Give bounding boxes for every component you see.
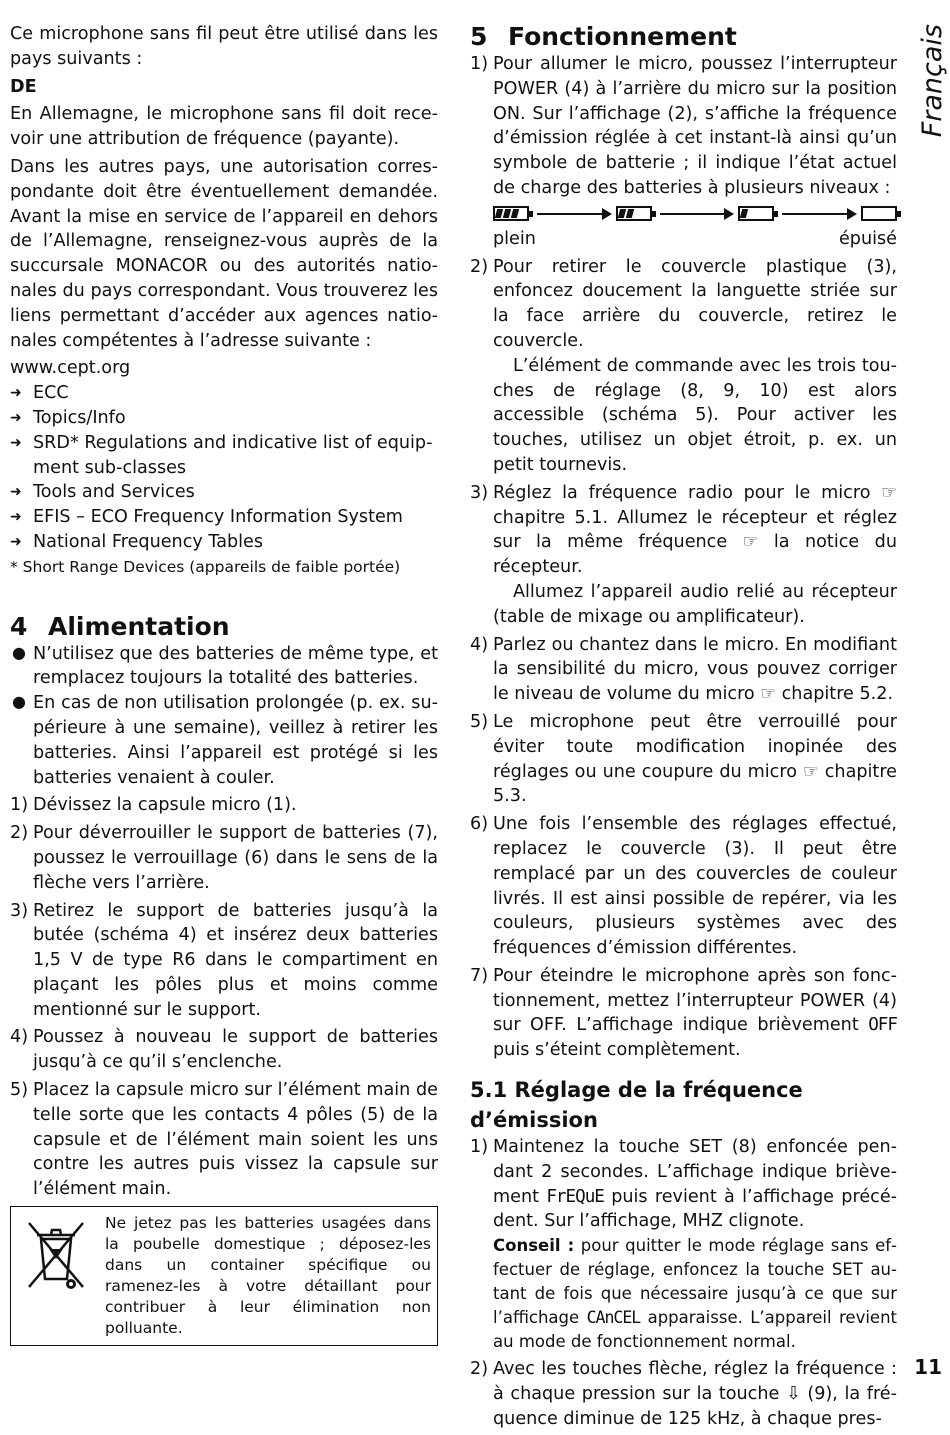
step-continuation: Allumez l’appareil audio relié au récepteur (table de mixage ou amplificateur). <box>493 581 897 627</box>
arrow-right-icon: ➜ <box>10 434 22 451</box>
step-item: 2) Pour déverrouiller le support de batteries (7), poussez le verrouillage (6) dans le sens de la flèche vers l’arrière. <box>10 823 438 893</box>
link-item: ➜ Topics/Info <box>10 406 438 431</box>
step-item: 5) Le microphone peut être verrouillé pour éviter toute modification inopinée des réglages ou une coupure du micro ☞ chapitre 5.3. <box>470 711 897 807</box>
tip-paragraph: Conseil : pour quitter le mode réglage sans effectuer de réglage, enfoncez la touche SET autant de fois que nécessaire jusqu’à ce que sur l’affichage CAnCEL apparaisse. L’appareil revient au mode de fonctionnement normal. <box>493 1236 897 1352</box>
arrow-right-icon <box>537 213 610 215</box>
step-item: 1) Pour allumer le micro, poussez l’interrupteur POWER (4) à l’arrière du micro sur la position ON. Sur l’affichage (2), s’affiche la fréquence d’émission réglée à cet instant-là ainsi qu’un symbole de batterie ; il indique l’état actuel de charge des batteries à plusieurs niveaux : <box>470 54 897 198</box>
step-item: 1) Maintenez la touche SET (8) enfoncée pendant 2 secondes. L’affichage indique brièvement FrEQuE puis revient à l’affichage précédent. Sur l’affichage, MHZ clignote. <box>470 1137 897 1232</box>
germany-text: En Allemagne, le microphone sans fil doit recevoir une attribution de fréquence (payante). <box>10 104 438 150</box>
language-side-label: Français <box>917 24 948 138</box>
other-countries-text: Dans les autres pays, une autorisation correspondante doit être éventuellement demandée. Avant la mise en service de l’appareil en dehors de l’Allemagne, renseignez-vous auprès de la succursale MONACOR ou des autorités nationales du pays correspondant. Vous trouverez les liens permettant d’accéder aux agences nationales compétentes à l’adresse suivante : <box>10 156 438 351</box>
step-item: 7) Pour éteindre le microphone après son fonctionnement, mettez l’interrupteur POWER (4) sur OFF. L’affichage indique brièvement OFF puis s’éteint complètement. <box>470 965 897 1061</box>
step-item: 6) Une fois l’ensemble des réglages effectué, replacez le couvercle (3). Il peut être remplacé par un des couvercles de couleur livrés. Il est ainsi possible de repérer, via les couleurs, plusieurs systèmes avec des fréquences d’émission différentes. <box>470 814 897 959</box>
link-item: ➜ Tools and Services <box>10 480 438 505</box>
battery-one-third-icon <box>738 206 774 221</box>
bullet-item: ● N’utilisez que des batteries de même type, et remplacez toujours la totalité des batteries. <box>12 642 438 689</box>
disposal-text: Ne jetez pas les batteries usagées dans la poubelle domestique ; déposez-les dans un container spécifique ou ramenez-les à votre détaillant pour contribuer à leur élimination non polluante. <box>105 1214 431 1338</box>
section-5-heading: 5 Fonctionnement <box>470 22 737 51</box>
lcd-off-text: OFF <box>868 1015 897 1036</box>
battery-disposal-notice <box>10 1206 438 1346</box>
link-item: ➜ ECC <box>10 381 438 406</box>
country-code: DE <box>10 76 37 97</box>
bullet-icon: ● <box>12 692 26 712</box>
arrow-right-icon: ➜ <box>10 484 22 501</box>
section-5-1-heading: 5.1 Réglage de la fréquence d’émission <box>470 1078 803 1133</box>
section-4-heading: 4 Alimentation <box>10 611 230 641</box>
step-item: 5) Placez la capsule micro sur l’élément main de telle sorte que les contacts 4 pôles (5) de la capsule et de l’élément main soient les uns contre les autres puis vissez la capsule sur l’élément main. <box>10 1080 438 1200</box>
step-item: 4) Poussez à nouveau le support de batteries jusqu’à ce qu’il s’enclenche. <box>10 1027 438 1073</box>
page-number: 11 <box>914 1355 942 1379</box>
arrow-right-icon <box>782 213 855 215</box>
right-column <box>470 22 897 1435</box>
link-item: ➜ National Frequency Tables <box>10 530 438 555</box>
left-column <box>10 22 438 1346</box>
crossed-bin-icon <box>21 1213 91 1293</box>
arrow-right-icon: ➜ <box>10 533 22 550</box>
battery-levels <box>470 201 897 227</box>
battery-full-label: plein <box>493 228 536 249</box>
arrow-right-icon: ➜ <box>10 385 22 402</box>
bullet-item: ● En cas de non utilisation prolongée (p. ex. supérieure à une semaine), veillez à retirer les batteries. Ainsi l’appareil est protégé si les batteries venaient à couler. <box>12 692 438 788</box>
arrow-right-icon <box>660 213 733 215</box>
step-item: 2) Pour retirer le couvercle plastique (3), enfoncez doucement la languette striée sur la face arrière du couvercle, retirez le couvercle. <box>470 256 897 351</box>
step-item: 2) Avec les touches flèche, réglez la fréquence : à chaque pression sur la touche ⇩ (9), la fréquence diminue de 125 kHz, à chaque pres- <box>470 1359 897 1429</box>
lcd-cancel-text: CAnCEL <box>586 1308 641 1328</box>
battery-empty-icon <box>861 206 897 221</box>
arrow-right-icon: ➜ <box>10 509 22 526</box>
battery-empty-label: épuisé <box>838 228 897 249</box>
step-item: 4) Parlez ou chantez dans le micro. En modifiant la sensibilité du micro, vous pouvez corriger le niveau de volume du micro ☞ chapitre 5.2. <box>470 634 897 705</box>
link-item: ➜ EFIS – ECO Frequency Information System <box>10 505 438 530</box>
link-item: ➜ SRD* Regulations and indicative list of equipment sub-classes <box>10 432 433 478</box>
step-continuation: L’élément de commande avec les trois touches de réglage (8, 9, 10) est alors accessible (schéma 5). Pour activer les touches, utilisez un objet étroit, p. ex. un petit tournevis. <box>493 355 897 475</box>
battery-labels <box>470 227 897 252</box>
step-item: 1) Dévissez la capsule micro (1). <box>10 795 297 816</box>
battery-full-icon <box>493 206 529 221</box>
footnote: * Short Range Devices (appareils de faible portée) <box>10 557 401 576</box>
intro-text: Ce microphone sans fil peut être utilisé dans les pays suivants : <box>10 24 438 69</box>
bullet-icon: ● <box>12 642 26 662</box>
step-item: 3) Réglez la fréquence radio pour le micro ☞ chapitre 5.1. Allumez le récepteur et réglez sur la même fréquence ☞ la notice du récepteur. <box>470 482 897 578</box>
lcd-freque-text: FrEQuE <box>546 1186 604 1207</box>
cept-url: www.cept.org <box>10 358 131 379</box>
battery-two-thirds-icon <box>616 206 652 221</box>
arrow-right-icon: ➜ <box>10 409 22 426</box>
step-item: 3) Retirez le support de batteries jusqu’à la butée (schéma 4) et insérez deux batteries 1,5 V de type R6 dans le compartiment en plaçant les pôles plus et moins comme mentionné sur le support. <box>10 900 438 1020</box>
